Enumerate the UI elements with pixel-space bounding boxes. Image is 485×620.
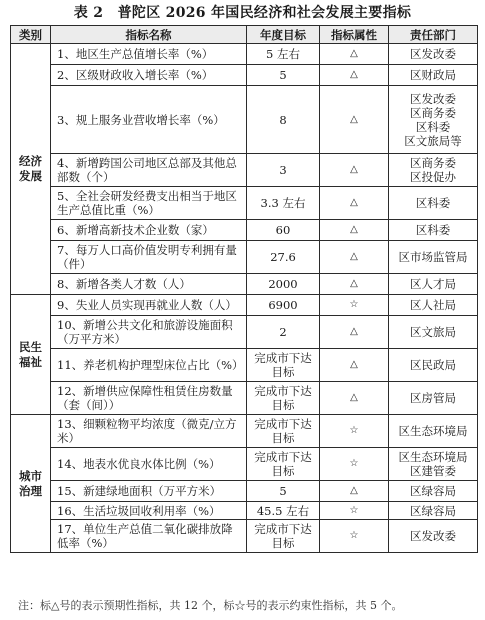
indicator-attribute: △: [320, 316, 389, 349]
responsible-department: 区绿容局: [389, 481, 478, 502]
responsible-department: 区发改委: [389, 44, 478, 65]
table-row: [11, 415, 478, 448]
annual-target: 45.5 左右: [247, 502, 320, 520]
indicator-attribute: △: [320, 349, 389, 382]
table-row: [11, 481, 478, 502]
annual-target: 5: [247, 65, 320, 86]
table-row: [11, 316, 478, 349]
indicator-attribute: △: [320, 65, 389, 86]
indicator-attribute: ☆: [320, 520, 389, 553]
indicator-name: 1、地区生产总值增长率（%）: [51, 44, 247, 65]
indicator-name: 15、新建绿地面积（万平方米）: [51, 481, 247, 502]
table-row: [11, 220, 478, 241]
indicator-attribute: △: [320, 187, 389, 220]
annual-target: 3.3 左右: [247, 187, 320, 220]
table-row: [11, 154, 478, 187]
header-department: 责任部门: [389, 26, 478, 44]
table-row: [11, 448, 478, 481]
indicator-name: 12、新增供应保障性租赁住房数量（套（间））: [51, 382, 247, 415]
responsible-department: 区商务委 区投促办: [389, 154, 478, 187]
responsible-department: 区人才局: [389, 274, 478, 295]
category-welfare: 民生 福祉: [11, 295, 51, 415]
indicator-attribute: △: [320, 274, 389, 295]
header-name: 指标名称: [51, 26, 247, 44]
annual-target: 60: [247, 220, 320, 241]
responsible-department: 区科委: [389, 187, 478, 220]
indicator-attribute: ☆: [320, 448, 389, 481]
category-economy: 经济 发展: [11, 44, 51, 295]
annual-target: 完成市下达目标: [247, 415, 320, 448]
indicator-attribute: △: [320, 154, 389, 187]
table-row: [11, 520, 478, 553]
annual-target: 5: [247, 481, 320, 502]
header-attribute: 指标属性: [320, 26, 389, 44]
indicator-name: 9、失业人员实现再就业人数（人）: [51, 295, 247, 316]
responsible-department: 区生态环境局 区建管委: [389, 448, 478, 481]
table-row: [11, 65, 478, 86]
category-governance: 城市 治理: [11, 415, 51, 553]
responsible-department: 区发改委 区商务委 区科委 区文旅局等: [389, 86, 478, 154]
responsible-department: 区财政局: [389, 65, 478, 86]
indicator-attribute: ☆: [320, 415, 389, 448]
annual-target: 2: [247, 316, 320, 349]
annual-target: 完成市下达目标: [247, 382, 320, 415]
indicator-attribute: △: [320, 481, 389, 502]
indicator-name: 6、新增高新技术企业数（家）: [51, 220, 247, 241]
table-header-row: [11, 26, 478, 44]
annual-target: 完成市下达目标: [247, 520, 320, 553]
indicator-name: 7、每万人口高价值发明专利拥有量（件）: [51, 241, 247, 274]
annual-target: 6900: [247, 295, 320, 316]
responsible-department: 区发改委: [389, 520, 478, 553]
annual-target: 完成市下达目标: [247, 448, 320, 481]
table-row: [11, 382, 478, 415]
responsible-department: 区市场监管局: [389, 241, 478, 274]
indicator-name: 2、区级财政收入增长率（%）: [51, 65, 247, 86]
header-target: 年度目标: [247, 26, 320, 44]
indicator-name: 4、新增跨国公司地区总部及其他总部数（个）: [51, 154, 247, 187]
indicator-name: 17、单位生产总值二氧化碳排放降低率（%）: [51, 520, 247, 553]
indicator-name: 14、地表水优良水体比例（%）: [51, 448, 247, 481]
annual-target: 2000: [247, 274, 320, 295]
header-category: 类别: [11, 26, 51, 44]
indicator-attribute: △: [320, 86, 389, 154]
indicator-name: 13、细颗粒物平均浓度（微克/立方米）: [51, 415, 247, 448]
indicator-attribute: ☆: [320, 295, 389, 316]
table-row: [11, 86, 478, 154]
responsible-department: 区民政局: [389, 349, 478, 382]
indicator-name: 11、养老机构护理型床位占比（%）: [51, 349, 247, 382]
responsible-department: 区房管局: [389, 382, 478, 415]
indicator-attribute: ☆: [320, 502, 389, 520]
indicator-attribute: △: [320, 241, 389, 274]
table-row: [11, 274, 478, 295]
indicator-attribute: △: [320, 220, 389, 241]
indicator-name: 3、规上服务业营收增长率（%）: [51, 86, 247, 154]
table-row: [11, 502, 478, 520]
table-row: [11, 187, 478, 220]
responsible-department: 区科委: [389, 220, 478, 241]
table-title: 表 2 普陀区 2026 年国民经济和社会发展主要指标: [73, 5, 412, 21]
annual-target: 3: [247, 154, 320, 187]
indicator-attribute: △: [320, 44, 389, 65]
table-row: [11, 295, 478, 316]
annual-target: 5 左右: [247, 44, 320, 65]
indicator-table: [10, 25, 478, 553]
table-row: [11, 241, 478, 274]
annual-target: 完成市下达目标: [247, 349, 320, 382]
responsible-department: 区文旅局: [389, 316, 478, 349]
annual-target: 27.6: [247, 241, 320, 274]
responsible-department: 区绿容局: [389, 502, 478, 520]
indicator-name: 8、新增各类人才数（人）: [51, 274, 247, 295]
indicator-name: 5、全社会研发经费支出相当于地区生产总值比重（%）: [51, 187, 247, 220]
annual-target: 8: [247, 86, 320, 154]
table-row: [11, 349, 478, 382]
footnote: 注：标△号的表示预期性指标，共 12 个，标☆号的表示约束性指标，共 5 个。: [18, 599, 403, 612]
indicator-name: 10、新增公共文化和旅游设施面积（万平方米）: [51, 316, 247, 349]
responsible-department: 区人社局: [389, 295, 478, 316]
table-row: [11, 44, 478, 65]
responsible-department: 区生态环境局: [389, 415, 478, 448]
indicator-attribute: △: [320, 382, 389, 415]
indicator-name: 16、生活垃圾回收利用率（%）: [51, 502, 247, 520]
